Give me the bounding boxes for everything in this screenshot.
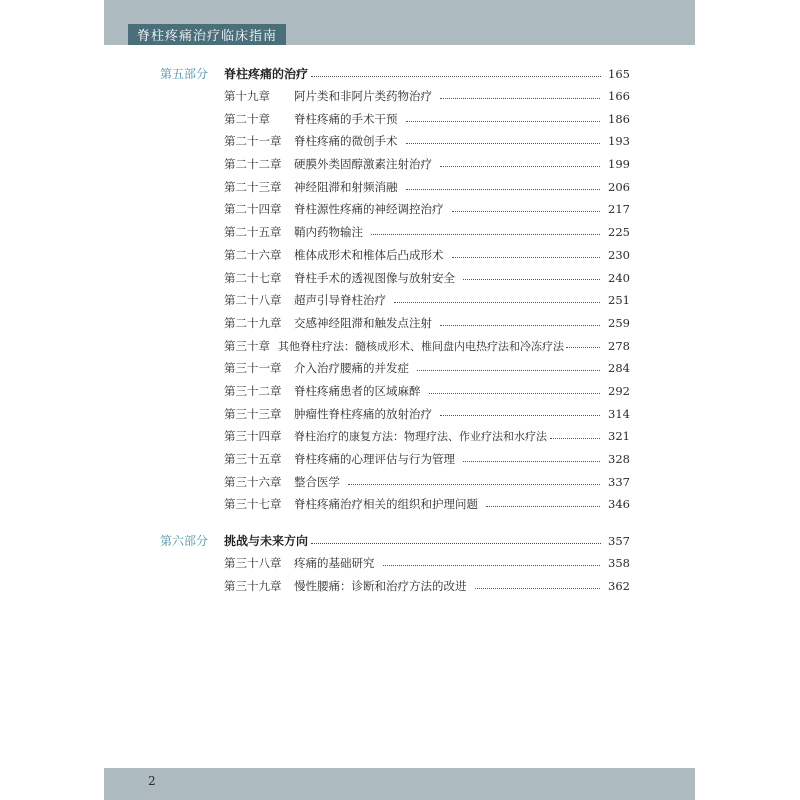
chapter-label: 第三十二章	[224, 383, 282, 398]
chapter-title: 椎体成形术和椎体后凸成形术	[294, 247, 444, 262]
part-page: 357	[608, 534, 630, 549]
chapter-title: 脊柱疼痛的微创手术	[294, 134, 398, 149]
toc-entry[interactable]	[224, 153, 630, 176]
toc-entry[interactable]	[224, 176, 630, 199]
dot-leader	[429, 393, 601, 394]
toc-entry[interactable]	[224, 267, 630, 290]
chapter-label: 第二十三章	[224, 179, 282, 194]
dot-leader	[440, 166, 600, 167]
part-title: 挑战与未来方向	[224, 534, 309, 549]
toc-entry[interactable]	[224, 244, 630, 267]
chapter-page: 328	[608, 452, 630, 466]
chapter-label: 第二十八章	[224, 293, 282, 308]
chapter-title: 慢性腰痛：诊断和治疗方法的改进	[294, 578, 467, 593]
chapter-page: 240	[608, 270, 630, 285]
toc-entry[interactable]	[224, 198, 630, 221]
chapter-page: 186	[608, 111, 630, 126]
chapter-label: 第三十一章	[224, 361, 282, 376]
chapter-page: 193	[608, 134, 630, 149]
chapter-label: 第三十三章	[224, 406, 282, 421]
chapter-label: 第二十六章	[224, 247, 282, 262]
chapter-page: 199	[608, 157, 630, 172]
toc-entry[interactable]	[224, 575, 630, 598]
book-page	[104, 0, 695, 800]
chapter-label: 第二十四章	[224, 202, 282, 217]
chapter-page: 217	[608, 202, 630, 217]
chapter-list	[224, 552, 630, 597]
dot-leader	[311, 76, 601, 77]
toc-entry[interactable]	[224, 448, 630, 471]
chapter-title: 硬膜外类固醇激素注射治疗	[294, 157, 432, 172]
chapter-title: 介入治疗腰痛的并发症	[294, 361, 409, 376]
dot-leader	[394, 302, 600, 303]
chapter-page: 278	[608, 338, 630, 353]
chapter-title: 神经阻滞和射频消融	[294, 179, 398, 194]
part-title: 脊柱疼痛的治疗	[224, 67, 309, 81]
toc-entry[interactable]	[224, 289, 630, 312]
toc-entry[interactable]	[224, 335, 630, 358]
dot-leader	[371, 234, 600, 235]
chapter-page: 314	[608, 406, 630, 421]
toc-entry[interactable]	[224, 312, 630, 335]
chapter-page: 251	[608, 293, 630, 308]
chapter-page: 292	[608, 383, 630, 398]
chapter-title: 脊柱疼痛的心理评估与行为管理	[294, 452, 455, 466]
dot-leader	[348, 484, 600, 485]
chapter-page: 358	[608, 556, 630, 571]
chapter-title: 超声引导脊柱治疗	[294, 293, 386, 308]
chapter-label: 第三十四章	[224, 429, 282, 444]
toc-entry[interactable]	[224, 403, 630, 426]
chapter-page: 284	[608, 361, 630, 376]
chapter-title: 整合医学	[294, 474, 340, 489]
chapter-label: 第三十九章	[224, 578, 282, 593]
chapter-label: 第三十七章	[224, 497, 282, 512]
chapter-title: 脊柱手术的透视图像与放射安全	[294, 270, 455, 285]
chapter-title: 脊柱疼痛患者的区域麻醉	[294, 383, 421, 398]
chapter-label: 第二十二章	[224, 157, 282, 172]
dot-leader	[440, 325, 600, 326]
chapter-label: 第十九章	[224, 89, 270, 103]
chapter-title: 肿瘤性脊柱疼痛的放射治疗	[294, 406, 432, 421]
chapter-label: 第二十七章	[224, 270, 282, 285]
toc-entry[interactable]	[224, 221, 630, 244]
dot-leader	[463, 461, 600, 462]
footer-band	[104, 768, 695, 800]
chapter-label: 第二十一章	[224, 134, 282, 149]
chapter-title: 脊柱治疗的康复方法：物理疗法、作业疗法和水疗法	[294, 430, 547, 444]
chapter-page: 321	[608, 429, 630, 444]
chapter-title: 其他脊柱疗法：髓核成形术、椎间盘内电热疗法和冷冻疗法	[278, 339, 564, 353]
toc-entry[interactable]	[224, 380, 630, 403]
chapter-page: 362	[608, 578, 630, 593]
chapter-page: 259	[608, 315, 630, 330]
part-heading[interactable]	[160, 63, 630, 85]
book-title: 脊柱疼痛治疗临床指南	[136, 29, 277, 44]
toc-entry[interactable]	[224, 357, 630, 380]
chapter-title: 脊柱疼痛的手术干预	[294, 111, 398, 126]
chapter-title: 鞘内药物输注	[294, 225, 363, 240]
book-title-tab	[128, 24, 286, 45]
chapter-page: 337	[608, 474, 630, 489]
dot-leader	[440, 415, 600, 416]
chapter-label: 第二十九章	[224, 315, 282, 330]
dot-leader	[452, 211, 601, 212]
chapter-label: 第三十六章	[224, 474, 282, 489]
header-band	[104, 0, 695, 45]
toc-entry[interactable]	[224, 471, 630, 494]
chapter-label: 第三十章	[224, 338, 270, 353]
page-number: 2	[148, 774, 156, 788]
part-label: 第五部分	[160, 67, 209, 81]
table-of-contents	[160, 63, 630, 597]
chapter-label: 第二十章	[224, 111, 270, 126]
chapter-page: 225	[608, 225, 630, 240]
chapter-page: 166	[608, 89, 630, 103]
chapter-page: 206	[608, 179, 630, 194]
chapter-label: 第三十八章	[224, 556, 282, 571]
dot-leader	[406, 189, 601, 190]
dot-leader	[406, 121, 601, 122]
part-label: 第六部分	[160, 534, 209, 549]
chapter-list	[224, 85, 630, 516]
toc-entry[interactable]	[224, 85, 630, 108]
chapter-title: 疼痛的基础研究	[294, 556, 375, 571]
chapter-title: 脊柱源性疼痛的神经调控治疗	[294, 202, 444, 217]
dot-leader	[566, 347, 600, 348]
dot-leader	[452, 257, 601, 258]
toc-entry[interactable]	[224, 493, 630, 516]
dot-leader	[463, 279, 600, 280]
chapter-title: 脊柱疼痛治疗相关的组织和护理问题	[294, 497, 478, 512]
dot-leader	[440, 98, 600, 99]
part-page: 165	[608, 67, 630, 81]
chapter-title: 阿片类和非阿片类药物治疗	[294, 89, 432, 103]
dot-leader	[311, 543, 601, 544]
toc-entry[interactable]	[224, 425, 630, 448]
dot-leader	[475, 588, 601, 589]
dot-leader	[406, 143, 601, 144]
chapter-label: 第三十五章	[224, 452, 282, 466]
chapter-page: 230	[608, 247, 630, 262]
dot-leader	[383, 565, 601, 566]
dot-leader	[417, 370, 600, 371]
dot-leader	[550, 438, 600, 439]
toc-entry[interactable]	[224, 552, 630, 575]
part-heading[interactable]	[160, 530, 630, 552]
chapter-label: 第二十五章	[224, 225, 282, 240]
toc-entry[interactable]	[224, 108, 630, 131]
chapter-page: 346	[608, 497, 630, 512]
toc-entry[interactable]	[224, 130, 630, 153]
chapter-title: 交感神经阻滞和触发点注射	[294, 315, 432, 330]
dot-leader	[486, 506, 600, 507]
